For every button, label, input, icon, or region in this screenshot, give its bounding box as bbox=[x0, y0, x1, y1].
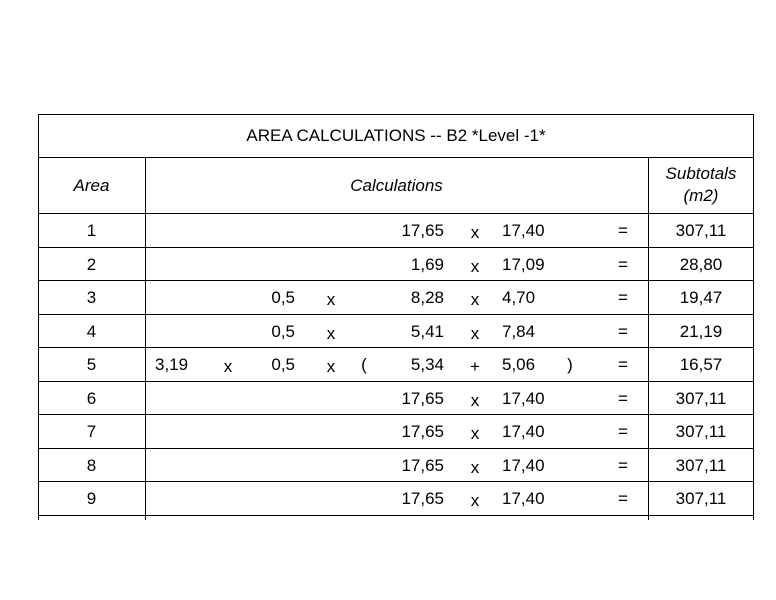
row-divider bbox=[38, 347, 754, 348]
row-divider bbox=[38, 314, 754, 315]
operator-b: x bbox=[326, 290, 336, 309]
subtotal-value: 16,57 bbox=[679, 355, 723, 374]
row-divider bbox=[38, 280, 754, 281]
factor-d: 17,40 bbox=[502, 389, 545, 408]
factor-a: 3,19 bbox=[155, 355, 189, 374]
factor-d: 7,84 bbox=[502, 322, 536, 341]
operator-c: x bbox=[470, 223, 480, 242]
operator-c: + bbox=[470, 357, 480, 376]
area-number: 4 bbox=[86, 322, 97, 341]
factor-c: 17,65 bbox=[401, 422, 444, 441]
operator-c: x bbox=[470, 324, 480, 343]
header-area: Area bbox=[73, 176, 110, 195]
area-number: 8 bbox=[86, 456, 97, 475]
factor-c: 17,65 bbox=[401, 489, 444, 508]
operator-b: x bbox=[326, 324, 336, 343]
equals-sign: = bbox=[618, 389, 628, 408]
area-number: 3 bbox=[86, 288, 97, 307]
equals-sign: = bbox=[618, 322, 628, 341]
subtotal-value: 28,80 bbox=[679, 255, 723, 274]
equals-sign: = bbox=[618, 456, 628, 475]
factor-b: 0,5 bbox=[271, 355, 295, 374]
row-divider bbox=[38, 515, 754, 516]
subtotal-value: 307,11 bbox=[675, 456, 727, 475]
factor-d: 17,09 bbox=[502, 255, 545, 274]
table-top-border bbox=[38, 114, 754, 115]
factor-b: 0,5 bbox=[271, 288, 295, 307]
subtotal-value: 307,11 bbox=[675, 422, 727, 441]
factor-d: 4,70 bbox=[502, 288, 536, 307]
open-paren: ( bbox=[361, 355, 367, 374]
operator-c: x bbox=[470, 491, 480, 510]
factor-c: 17,65 bbox=[401, 389, 444, 408]
area-number: 2 bbox=[86, 255, 97, 274]
header-subtotals: Subtotals bbox=[665, 164, 737, 183]
factor-c: 17,65 bbox=[401, 456, 444, 475]
factor-c: 1,69 bbox=[410, 255, 444, 274]
equals-sign: = bbox=[618, 489, 628, 508]
operator-b: x bbox=[326, 357, 336, 376]
subtotal-value: 307,11 bbox=[675, 489, 727, 508]
operator-c: x bbox=[470, 290, 480, 309]
factor-b: 0,5 bbox=[271, 322, 295, 341]
operator-c: x bbox=[470, 424, 480, 443]
operator-c: x bbox=[470, 257, 480, 276]
factor-c: 5,34 bbox=[410, 355, 444, 374]
factor-d: 17,40 bbox=[502, 489, 545, 508]
factor-d: 17,40 bbox=[502, 422, 545, 441]
factor-d: 5,06 bbox=[502, 355, 536, 374]
factor-d: 17,40 bbox=[502, 456, 545, 475]
row-divider bbox=[38, 448, 754, 449]
subtotal-value: 307,11 bbox=[675, 389, 727, 408]
equals-sign: = bbox=[618, 221, 628, 240]
equals-sign: = bbox=[618, 288, 628, 307]
operator-c: x bbox=[470, 458, 480, 477]
row-divider bbox=[38, 247, 754, 248]
row-divider bbox=[38, 414, 754, 415]
factor-c: 8,28 bbox=[410, 288, 444, 307]
factor-d: 17,40 bbox=[502, 221, 545, 240]
close-paren: ) bbox=[567, 355, 573, 374]
row-divider bbox=[38, 481, 754, 482]
subtotal-value: 21,19 bbox=[679, 322, 723, 341]
row-divider bbox=[38, 381, 754, 382]
factor-c: 17,65 bbox=[401, 221, 444, 240]
subtotal-value: 19,47 bbox=[679, 288, 723, 307]
equals-sign: = bbox=[618, 422, 628, 441]
subtotal-value: 307,11 bbox=[675, 221, 727, 240]
header-calculations: Calculations bbox=[350, 176, 443, 195]
area-number: 5 bbox=[86, 355, 97, 374]
area-number: 6 bbox=[86, 389, 97, 408]
equals-sign: = bbox=[618, 355, 628, 374]
area-number: 7 bbox=[86, 422, 97, 441]
area-number: 9 bbox=[86, 489, 97, 508]
operator-a: x bbox=[223, 357, 233, 376]
area-column-divider bbox=[145, 157, 146, 520]
equals-sign: = bbox=[618, 255, 628, 274]
operator-c: x bbox=[470, 391, 480, 410]
area-number: 1 bbox=[86, 221, 97, 240]
header-subtotals-unit: (m2) bbox=[683, 186, 719, 205]
table-title: AREA CALCULATIONS -- B2 *Level -1* bbox=[246, 126, 546, 145]
factor-c: 5,41 bbox=[410, 322, 444, 341]
